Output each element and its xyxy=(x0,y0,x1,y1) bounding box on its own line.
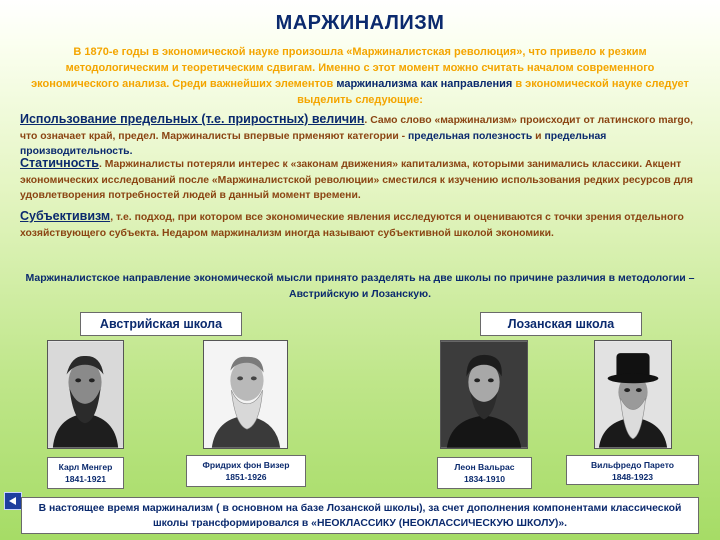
section-static xyxy=(20,156,700,204)
caption-wieser xyxy=(186,455,306,487)
section-term: предельная производительность. xyxy=(20,130,607,157)
portrait-pareto xyxy=(594,340,672,449)
portrait-walras-image xyxy=(441,341,527,448)
economist-name: Вильфредо Парето xyxy=(590,460,675,470)
intro-paragraph xyxy=(22,44,698,108)
section-heading: Использование предельных (т.е. приростных) величин xyxy=(20,112,365,126)
section-term: предельная полезность xyxy=(408,130,533,142)
portrait-menger xyxy=(47,340,124,449)
intro-text-1: В 1870-е годы в экономической науке произошла «Маржиналистская революция», что привело к резким методологическим и теоретическим сдвигам. Именно с этот момент можно считать началом современного экономического анализа. Среди важнейших элементов xyxy=(31,46,655,90)
lausanne-school-label: Лозанская школа xyxy=(480,312,642,336)
section-heading: Статичность xyxy=(20,156,99,170)
section-text: . Само слово «маржинализм» происходит от латинского margo, что означает край, предел. Маржиналисты впервые прменяют категории - xyxy=(20,115,693,142)
portrait-menger-image xyxy=(48,341,123,448)
economist-years: 1851-1926 xyxy=(225,472,267,482)
section-text: и xyxy=(532,130,545,142)
section-heading: Субъективизм xyxy=(20,209,111,223)
caption-walras xyxy=(437,457,532,489)
intro-highlight: маржинализма как направления xyxy=(336,78,513,90)
section-text: , т.е. подход, при котором все экономические явления исследуются и оцениваются с точки зрения отдельного хозяйствующего субъекта. Недаром маржинализм иногда называют субъективной школой экономики. xyxy=(20,212,684,239)
portrait-wieser-image xyxy=(204,341,287,448)
section-marginal-values xyxy=(20,112,700,160)
economist-name: Фридрих фон Визер xyxy=(202,460,290,470)
economist-years: 1834-1910 xyxy=(463,474,506,484)
economist-name: Карл Менгер xyxy=(58,462,113,472)
economist-name: Леон Вальрас xyxy=(454,462,515,472)
economist-years: 1848-1923 xyxy=(611,472,654,482)
section-subjectivism xyxy=(20,209,700,241)
footer-note: В настоящее время маржинализм ( в основном на базе Лозанской школы), за счет дополнения компонентами классической школы трансформировался в «НЕОКЛАССИКУ (НЕОКЛАССИЧЕСКУЮ ШКОЛУ)». xyxy=(21,497,699,534)
section-text: . Маржиналисты потеряли интерес к «законам движения» капитализма, которыми занимались классики. Акцент экономических исследований после «Маржиналистской революции» сместился к изучению использования редких ресурсов для удовлетворения потребностей людей в данный момент времени. xyxy=(20,159,693,201)
caption-pareto xyxy=(566,455,699,485)
economist-years: 1841-1921 xyxy=(64,474,107,484)
austrian-school-label: Австрийская школа xyxy=(80,312,242,336)
intro-text-2: в экономической науке следует выделить следующие: xyxy=(297,78,689,106)
schools-intro: Маржиналистское направление экономической мысли принято разделять на две школы по причине различия в методологии – Австрийскую и Лозанскую. xyxy=(25,272,695,300)
caption-menger xyxy=(47,457,124,489)
portrait-pareto-image xyxy=(595,341,671,448)
back-arrow-icon[interactable] xyxy=(4,492,22,510)
page-title: МАРЖИНАЛИЗМ xyxy=(275,12,445,34)
portrait-wieser xyxy=(203,340,288,449)
portrait-walras xyxy=(440,340,528,449)
